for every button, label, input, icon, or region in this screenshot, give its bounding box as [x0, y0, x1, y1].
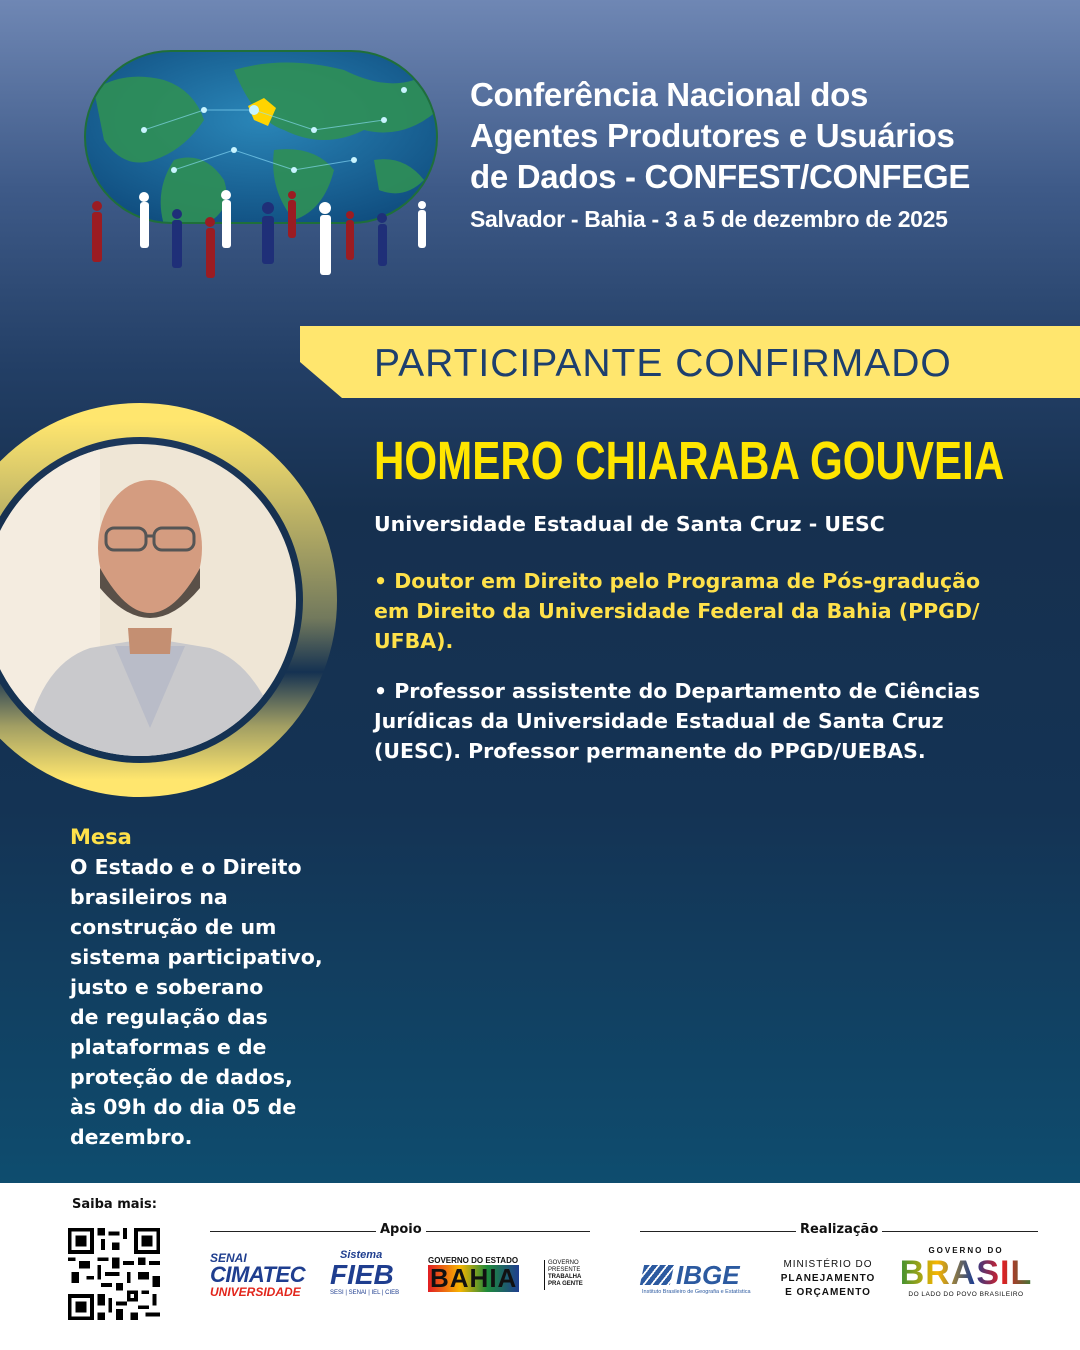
- speaker-portrait: [0, 398, 340, 802]
- bio-bullet-professor: [374, 676, 1064, 766]
- confirmed-banner-label: PARTICIPANTE CONFIRMADO: [374, 342, 952, 385]
- bio-line: • Professor assistente do Departamento de Ciências: [374, 679, 981, 703]
- mesa-line: proteção de dados,: [70, 1065, 293, 1089]
- mesa-line: dezembro.: [70, 1125, 193, 1149]
- apoio-label: Apoio: [376, 1222, 426, 1237]
- mesa-line: sistema participativo,: [70, 945, 323, 969]
- bahia-top: GOVERNO DO ESTADO: [428, 1256, 519, 1265]
- bio-line: em Direito da Universidade Federal da Bahia (PPGD/: [374, 599, 980, 623]
- fieb-top: Sistema: [340, 1249, 383, 1261]
- brasil-main: BRASIL: [894, 1255, 1038, 1291]
- bahia-main: BAHIA: [430, 1263, 518, 1293]
- speaker-name: HOMERO CHIARABA GOUVEIA: [374, 431, 1005, 491]
- mesa-line: plataformas e de: [70, 1035, 267, 1059]
- brasil-top: GOVERNO DO: [928, 1246, 1004, 1255]
- mesa-line: às 09h do dia 05 de: [70, 1095, 297, 1119]
- bio-line: UFBA).: [374, 629, 454, 653]
- cimatec-top: SENAI: [210, 1251, 247, 1265]
- ministerio-planejamento-logo: [778, 1258, 878, 1300]
- fieb-sub: SESI | SENAI | IEL | CIEB: [330, 1290, 400, 1296]
- bahia-side-line: PRA GENTE: [548, 1281, 583, 1287]
- conference-globe-illustration: [84, 50, 438, 282]
- ministerio-line: PLANEJAMENTO: [780, 1273, 876, 1284]
- event-title-line: Conferência Nacional dos: [470, 76, 869, 113]
- qr-code[interactable]: [68, 1228, 160, 1320]
- bahia-side-line: PRESENTE: [548, 1267, 581, 1273]
- bahia-side-line: TRABALHA: [548, 1274, 582, 1280]
- bio-bullet-doctorate: [374, 566, 1064, 656]
- speaker-affiliation: Universidade Estadual de Santa Cruz - UESC: [374, 512, 885, 536]
- brasil-sub: DO LADO DO POVO BRASILEIRO: [908, 1291, 1024, 1298]
- mesa-line: construção de um: [70, 915, 277, 939]
- event-title: [470, 74, 1050, 197]
- realizacao-label: Realização: [796, 1222, 882, 1237]
- mesa-line: de regulação das: [70, 1005, 268, 1029]
- ibge-sub: Instituto Brasileiro de Geografia e Estatística: [642, 1289, 751, 1295]
- mesa-label: Mesa: [70, 825, 132, 849]
- fieb-main: FIEB: [330, 1259, 394, 1290]
- ministerio-line: E ORÇAMENTO: [785, 1287, 871, 1298]
- saiba-mais-label: Saiba mais:: [72, 1197, 157, 1212]
- bahia-side-line: GOVERNO: [548, 1260, 579, 1266]
- senai-cimatec-logo: [210, 1252, 310, 1299]
- sistema-fieb-logo: [330, 1250, 410, 1297]
- event-title-line: de Dados - CONFEST/CONFEGE: [470, 158, 971, 195]
- mesa-line: brasileiros na: [70, 885, 228, 909]
- ibge-logo: [642, 1262, 762, 1296]
- mesa-line: O Estado e o Direito: [70, 855, 302, 879]
- ibge-main: IBGE: [676, 1260, 740, 1290]
- mesa-description: [70, 852, 360, 1152]
- governo-brasil-logo: [894, 1246, 1038, 1298]
- ibge-mark-icon: [640, 1265, 674, 1285]
- cimatec-main: CIMATEC: [210, 1262, 306, 1287]
- event-location-date: Salvador - Bahia - 3 a 5 de dezembro de 2025: [470, 206, 948, 232]
- mesa-line: justo e soberano: [70, 975, 264, 999]
- bio-line: (UESC). Professor permanente do PPGD/UEBAS.: [374, 739, 926, 763]
- ministerio-line: MINISTÉRIO DO: [783, 1259, 873, 1270]
- event-title-line: Agentes Produtores e Usuários: [470, 117, 955, 154]
- bio-line: • Doutor em Direito pelo Programa de Pós-gradução: [374, 569, 981, 593]
- bio-line: Jurídicas da Universidade Estadual de Santa Cruz: [374, 709, 944, 733]
- cimatec-sub: UNIVERSIDADE: [210, 1285, 301, 1299]
- governo-bahia-logo: [428, 1256, 588, 1296]
